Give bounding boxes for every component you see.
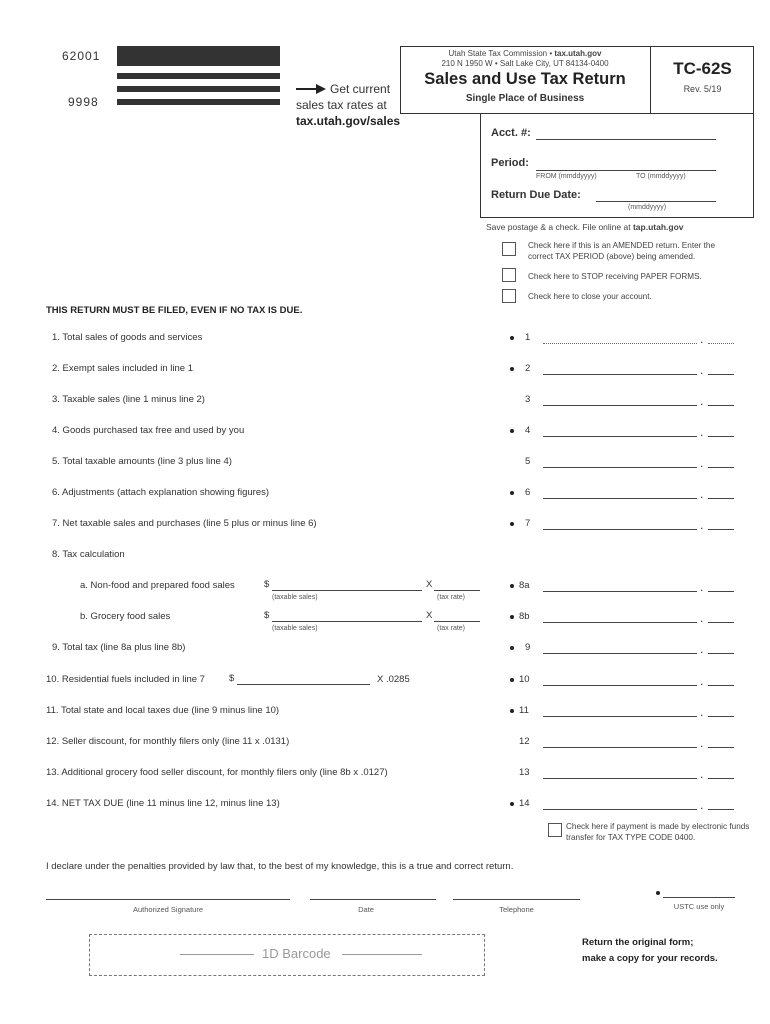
- signature-input[interactable]: [46, 899, 290, 900]
- line-10-rate: X .0285: [377, 674, 410, 685]
- line-8a-bullet: [510, 584, 514, 588]
- line-9-decimal: .: [700, 642, 704, 656]
- line-11-bullet: [510, 709, 514, 713]
- ustc-field: [663, 897, 735, 898]
- line-6-amount-input[interactable]: [543, 498, 697, 499]
- line-8a-rate-input[interactable]: [434, 590, 480, 591]
- line-8b-amount-input[interactable]: [543, 622, 697, 623]
- declaration-text: I declare under the penalties provided by law that, to the best of my knowledge, this is a true and correct return.: [46, 861, 514, 872]
- line-8a-cents-input[interactable]: [708, 591, 734, 592]
- barcode-rule-left: [180, 954, 254, 955]
- line-7-cents-input[interactable]: [708, 529, 734, 530]
- line-8b-times: X: [426, 610, 433, 621]
- line-8a-amount-input[interactable]: [543, 591, 697, 592]
- get-rates-link[interactable]: tax.utah.gov/sales: [296, 114, 401, 128]
- agency-line: Utah State Tax Commission • tax.utah.gov: [448, 49, 602, 58]
- line-7-bullet: [510, 522, 514, 526]
- line-6-label: 6. Adjustments (attach explanation showing figures): [52, 487, 270, 498]
- line-8a-taxable-hint: (taxable sales): [272, 594, 318, 601]
- line-9-bullet: [510, 646, 514, 650]
- line-2-label: 2. Exempt sales included in line 1: [52, 363, 193, 374]
- line-8-label: 8. Tax calculation: [52, 549, 125, 560]
- line-2-cents-input[interactable]: [708, 374, 734, 375]
- save-note: [486, 222, 684, 232]
- line-4-bullet: [510, 429, 514, 433]
- line-4-decimal: .: [700, 425, 704, 439]
- line-10-cents-input[interactable]: [708, 685, 734, 686]
- line-12-cents-input[interactable]: [708, 747, 734, 748]
- form-title: Sales and Use Tax Return: [424, 70, 626, 88]
- line-10-label: 10. Residential fuels included in line 7: [46, 674, 205, 685]
- line-8b-label: b. Grocery food sales: [80, 611, 171, 622]
- line-13-number: 13: [519, 767, 530, 778]
- line-8a-number: 8a: [519, 580, 530, 591]
- line-8b-number: 8b: [519, 611, 530, 622]
- line-14-bullet: [510, 802, 514, 806]
- acct-input[interactable]: [536, 139, 716, 140]
- line-5-cents-input[interactable]: [708, 467, 734, 468]
- barcode-label: 1D Barcode: [262, 946, 331, 961]
- line-1-cents-input[interactable]: [708, 343, 734, 344]
- line-1-label: 1. Total sales of goods and services: [52, 332, 203, 343]
- telephone-label: Telephone: [499, 905, 534, 914]
- arrow-right-icon: [296, 84, 326, 94]
- line-3-cents-input[interactable]: [708, 405, 734, 406]
- form-id: TC-62S: [673, 59, 732, 78]
- line-5-decimal: .: [700, 456, 704, 470]
- form-code-bottom: 9998: [68, 95, 99, 109]
- line-2-amount-input[interactable]: [543, 374, 697, 375]
- line-9-amount-input[interactable]: [543, 653, 697, 654]
- eft-label: Check here if payment is made by electronic funds transfer for TAX TYPE CODE 0400.: [566, 822, 750, 842]
- line-9-number: 9: [525, 642, 531, 653]
- line-12-number: 12: [519, 736, 530, 747]
- line-8b-cents-input[interactable]: [708, 622, 734, 623]
- must-file-notice: THIS RETURN MUST BE FILED, EVEN IF NO TAX IS DUE.: [46, 305, 303, 316]
- save-note-link[interactable]: tap.utah.gov: [632, 222, 684, 232]
- line-2-decimal: .: [700, 363, 704, 377]
- line-9-label: 9. Total tax (line 8a plus line 8b): [52, 642, 186, 653]
- header-divider: [650, 46, 651, 114]
- stop-paper-checkbox[interactable]: [502, 268, 516, 282]
- line-4-amount-input[interactable]: [543, 436, 697, 437]
- form-code-top: 62001: [62, 49, 101, 63]
- date-input[interactable]: [310, 899, 436, 900]
- line-10-fuels-input[interactable]: [237, 684, 370, 685]
- period-label: Period:: [491, 157, 529, 169]
- line-13-cents-input[interactable]: [708, 778, 734, 779]
- line-9-cents-input[interactable]: [708, 653, 734, 654]
- line-1-decimal: .: [700, 332, 704, 346]
- line-8b-rate-input[interactable]: [434, 621, 480, 622]
- line-2-bullet: [510, 367, 514, 371]
- scan-bar-4: [117, 99, 280, 105]
- agency-site[interactable]: tax.utah.gov: [554, 49, 602, 58]
- line-8a-decimal: .: [700, 580, 704, 594]
- line-12-label: 12. Seller discount, for monthly filers only (line 11 x .0131): [46, 736, 290, 747]
- line-8a-times: X: [426, 579, 433, 590]
- form-rev: Rev. 5/19: [683, 84, 722, 94]
- acct-label: Acct. #:: [491, 127, 531, 139]
- line-8b-decimal: .: [700, 611, 704, 625]
- period-input[interactable]: [536, 170, 716, 171]
- line-11-amount-input[interactable]: [543, 716, 697, 717]
- line-6-bullet: [510, 491, 514, 495]
- amended-label: Check here if this is an AMENDED return. Enter the correct TAX PERIOD (above) being amended.: [528, 241, 716, 261]
- barcode-rule-right: [342, 954, 422, 955]
- date-label: Date: [358, 905, 374, 914]
- line-8b-rate-hint: (tax rate): [437, 625, 466, 632]
- signature-label: Authorized Signature: [132, 905, 204, 914]
- line-8b-bullet: [510, 615, 514, 619]
- get-rates-line1: Get current: [330, 82, 391, 96]
- line-4-number: 4: [525, 425, 531, 436]
- line-13-amount-input[interactable]: [543, 778, 697, 779]
- close-account-checkbox[interactable]: [502, 289, 516, 303]
- line-14-number: 14: [519, 798, 530, 809]
- period-to-hint: TO (mmddyyyy): [636, 173, 686, 180]
- amended-checkbox[interactable]: [502, 242, 516, 256]
- line-7-label: 7. Net taxable sales and purchases (line 5 plus or minus line 6): [52, 518, 317, 529]
- line-8b-dollar: $: [264, 610, 270, 621]
- line-4-label: 4. Goods purchased tax free and used by you: [52, 425, 245, 436]
- line-3-amount-input[interactable]: [543, 405, 697, 406]
- line-10-dollar: $: [229, 673, 235, 684]
- agency-address: 210 N 1950 W: [441, 59, 493, 68]
- scan-bar-3: [117, 86, 280, 92]
- line-13-label: 13. Additional grocery food seller discount, for monthly filers only (line 8b x .0127): [46, 767, 388, 778]
- line-11-number: 11: [519, 705, 529, 716]
- line-8b-taxable-input[interactable]: [272, 621, 422, 622]
- line-1-number: 1: [525, 332, 531, 343]
- line-4-cents-input[interactable]: [708, 436, 734, 437]
- line-14-cents-input[interactable]: [708, 809, 734, 810]
- eft-checkbox[interactable]: [548, 823, 562, 837]
- get-rates-line2: sales tax rates at: [296, 98, 387, 112]
- close-account-label: Check here to close your account.: [528, 292, 652, 301]
- line-11-cents-input[interactable]: [708, 716, 734, 717]
- line-5-label: 5. Total taxable amounts (line 3 plus line 4): [52, 456, 232, 467]
- line-8a-rate-hint: (tax rate): [437, 594, 466, 601]
- line-1-amount-input[interactable]: [543, 343, 697, 344]
- line-8b-taxable-hint: (taxable sales): [272, 625, 318, 632]
- line-6-number: 6: [525, 487, 531, 498]
- line-3-decimal: .: [700, 394, 704, 408]
- line-10-bullet: [510, 678, 514, 682]
- line-7-decimal: .: [700, 518, 704, 532]
- line-13-decimal: .: [700, 767, 704, 781]
- line-8a-dollar: $: [264, 579, 270, 590]
- agency-name: Utah State Tax Commission: [448, 49, 548, 58]
- line-6-decimal: .: [700, 487, 704, 501]
- line-14-amount-input[interactable]: [543, 809, 697, 810]
- scan-bar-2: [117, 73, 280, 79]
- line-5-amount-input[interactable]: [543, 467, 697, 468]
- line-12-decimal: .: [700, 736, 704, 750]
- line-10-decimal: .: [700, 674, 704, 688]
- line-11-label: 11. Total state and local taxes due (line 9 minus line 10): [46, 705, 280, 716]
- stop-paper-label: Check here to STOP receiving PAPER FORMS.: [528, 272, 702, 281]
- line-1-bullet: [510, 336, 514, 340]
- line-5-number: 5: [525, 456, 531, 467]
- ustc-label: USTC use only: [673, 902, 725, 911]
- line-6-cents-input[interactable]: [708, 498, 734, 499]
- due-date-input[interactable]: [596, 201, 716, 202]
- due-date-label: Return Due Date:: [491, 189, 581, 201]
- scan-bar-1: [117, 46, 280, 66]
- form-subtitle: Single Place of Business: [465, 93, 585, 104]
- address-line: 210 N 1950 W • Salt Lake City, UT 84134-0400: [441, 59, 609, 68]
- agency-city: Salt Lake City, UT 84134-0400: [499, 59, 609, 68]
- line-7-amount-input[interactable]: [543, 529, 697, 530]
- line-2-number: 2: [525, 363, 531, 374]
- line-10-amount-input[interactable]: [543, 685, 697, 686]
- line-12-amount-input[interactable]: [543, 747, 697, 748]
- telephone-input[interactable]: [453, 899, 580, 900]
- due-date-hint: (mmddyyyy): [628, 204, 667, 211]
- ustc-bullet: [656, 891, 660, 895]
- period-from-hint: FROM (mmddyyyy): [536, 173, 597, 180]
- line-7-number: 7: [525, 518, 531, 529]
- line-10-number: 10: [519, 674, 530, 685]
- line-3-label: 3. Taxable sales (line 1 minus line 2): [52, 394, 205, 405]
- line-8a-taxable-input[interactable]: [272, 590, 422, 591]
- line-3-number: 3: [525, 394, 531, 405]
- save-note-text: Save postage & a check. File online at: [486, 222, 631, 232]
- line-14-label: 14. NET TAX DUE (line 11 minus line 12, minus line 13): [46, 798, 280, 809]
- line-8a-label: a. Non-food and prepared food sales: [80, 580, 235, 591]
- return-note-line2: make a copy for your records.: [582, 953, 718, 964]
- return-note-line1: Return the original form;: [582, 937, 694, 948]
- line-14-decimal: .: [700, 798, 704, 812]
- line-11-decimal: .: [700, 705, 704, 719]
